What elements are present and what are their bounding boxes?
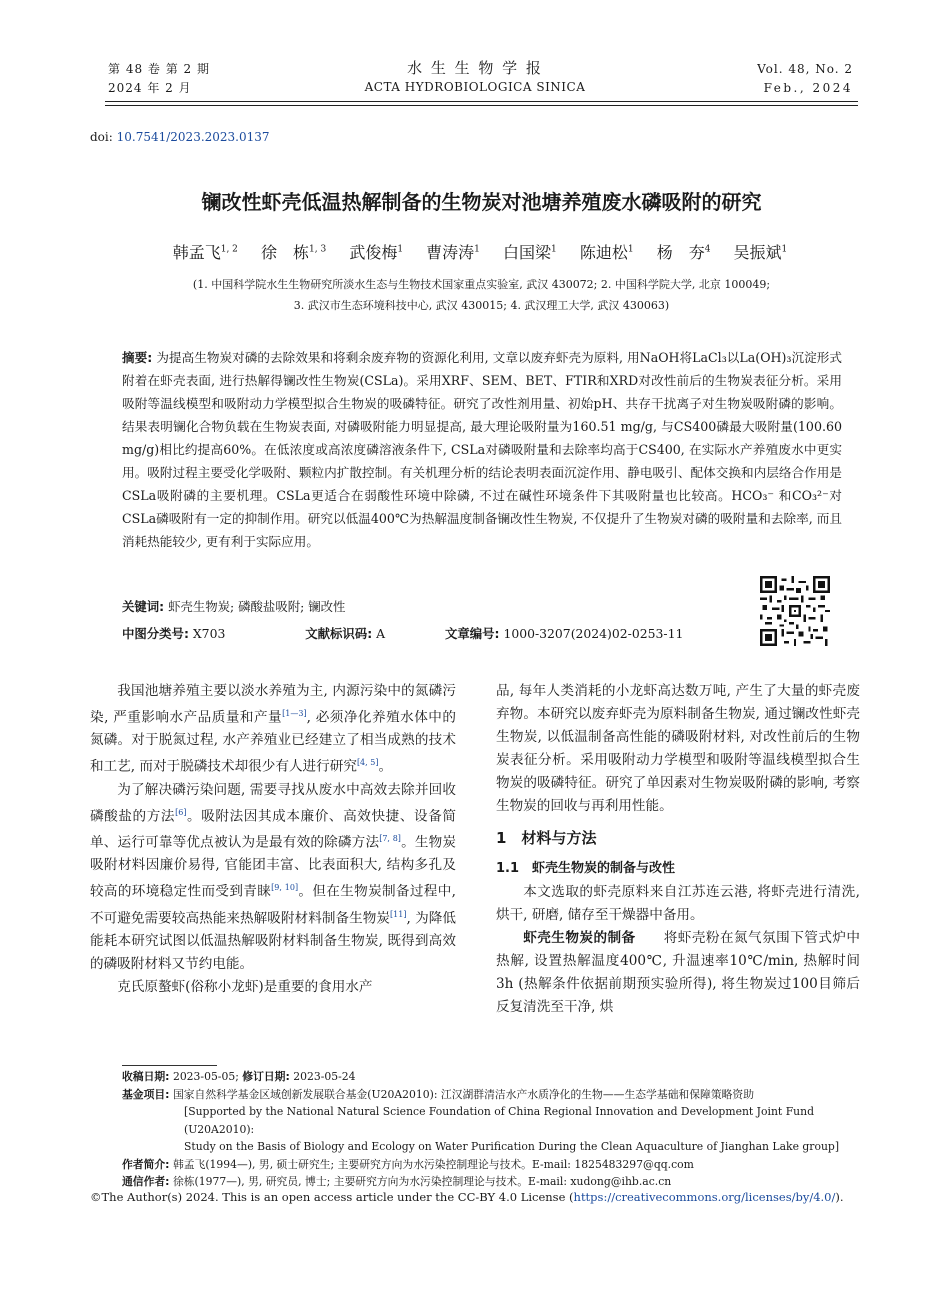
doc-code-value: A	[372, 626, 386, 641]
keywords	[122, 597, 345, 617]
footnotes	[122, 1068, 867, 1191]
header-date-cn: 2024 年 2 月	[108, 81, 192, 95]
article-number-label: 文章编号:	[444, 626, 500, 641]
header-date-en: Feb., 2024	[763, 81, 853, 95]
doi-link[interactable]: 10.7541/2023.2023.0137	[116, 130, 270, 144]
author: 白国梁$^1$	[503, 243, 557, 262]
doi	[90, 130, 270, 144]
keywords-value: 虾壳生物炭; 磷酸盐吸附; 镧改性	[164, 599, 346, 614]
footnote-fund-en: Study on the Basis of Biology and Ecology on Water Purification During the Clean Aquaculture of Jianghan Lake group]	[184, 1140, 840, 1153]
article-number-value: 1000-3207(2024)02-0253-11	[499, 626, 684, 641]
license: ©The Author(s) 2024. This is an open access article under the CC-BY 4.0 License (https://creativecommons.org/licenses/by/4.0/).	[90, 1190, 844, 1204]
author: 陈迪松$^1$	[579, 243, 634, 262]
section-heading: 1 材料与方法	[496, 829, 597, 848]
citation[interactable]: [7, 8]	[379, 834, 401, 844]
affiliations	[105, 274, 858, 316]
paragraph: 品, 每年人类消耗的小龙虾高达数万吨, 产生了大量的虾壳废弃物。本研究以废弃虾壳为原料制备生物炭, 通过镧改性虾壳生物炭, 以低温制备高性能的磷吸附材料, 对改性前后的生物炭表征分析。采用吸附动力学模型和吸附等温线模型拟合生物炭的吸磷特征。研究了单因素对生物炭吸附磷的影响, 考察生物炭的回收与再利用性能。	[496, 683, 860, 814]
license-link[interactable]: https://creativecommons.org/licenses/by/4.0/	[573, 1190, 836, 1204]
doc-code-label: 文献标识码:	[305, 626, 373, 641]
header-rule-thin	[105, 105, 858, 106]
author: 武俊梅$^1$	[349, 243, 404, 262]
body-right-column	[496, 680, 860, 1019]
citation[interactable]: [11]	[390, 909, 407, 919]
citation[interactable]: [1—3]	[282, 708, 307, 718]
clc-value: X703	[188, 626, 226, 641]
citation[interactable]: [4, 5]	[356, 758, 379, 768]
article-title: 镧改性虾壳低温热解制备的生物炭对池塘养殖废水磷吸附的研究	[201, 190, 762, 214]
header-rule	[105, 101, 858, 102]
paragraph: 为了解决磷污染问题, 需要寻找从废水中高效去除并回收磷酸盐的方法[6]。吸附法因其成本廉价、高效快捷、设备简单、运行可靠等优点被认为是最有效的除磷方法[7, 8]。生物炭吸附材料因廉价易得, 官能团丰富、比表面积大, 结构多孔及较高的环境稳定性而受到青睐[9, 10]。但在生物炭制备过程中, 不可避免需要较高热能来热解吸附材料制备生物炭[11], 为降低能耗本研究试图以低温热解吸附材料制备生物炭, 既得到高效的磷吸附材料又节约电能。	[90, 781, 457, 973]
citation[interactable]: [6]	[175, 807, 187, 817]
subsection-heading: 1.1 虾壳生物炭的制备与改性	[496, 861, 676, 877]
footnote-corresponding: 通信作者: 徐栋(1977—), 男, 研究员, 博士; 主要研究方向为水污染控制理论与技术。E-mail: xudong@ihb.ac.cn	[122, 1175, 672, 1188]
abstract-label: 摘要:	[122, 350, 153, 365]
body-left-column	[90, 680, 456, 999]
author: 曹涛涛$^1$	[426, 243, 480, 262]
journal-title-en: ACTA HYDROBIOLOGICA SINICA	[364, 80, 586, 94]
doi-label: doi:	[90, 130, 113, 144]
author: 杨 夯$^4$	[656, 243, 711, 262]
author: 韩孟飞$^{1, 2}$	[172, 243, 238, 262]
affiliation-line: 3. 武汉市生态环境科技中心, 武汉 430015; 4. 武汉理工大学, 武汉 430063)	[293, 299, 670, 312]
author-list	[60, 240, 900, 263]
clc-label: 中图分类号:	[122, 626, 189, 641]
author: 徐 栋$^{1, 3}$	[261, 243, 327, 262]
paragraph: 克氏原螯虾(俗称小龙虾)是重要的食用水产	[117, 979, 373, 996]
footnote-author: 作者简介: 韩孟飞(1994—), 男, 硕士研究生; 主要研究方向为水污染控制理论与技术。E-mail: 1825483297@qq.com	[122, 1157, 694, 1171]
abstract-text: 为提高生物炭对磷的去除效果和将剩余废弃物的资源化利用, 文章以废弃虾壳为原料, 用NaOH将LaCl₃以La(OH)₃沉淀形式附着在虾壳表面, 进行热解得镧改性生物炭(CSLa)。采用XRF、SEM、BET、FTIR和XRD对改性前后的生物炭表征分析。采用吸附等温线模型和吸附动力学模型拟合生物炭的吸磷特征。研究了改性剂用量、初始pH、共存干扰离子对生物炭吸附磷的影响。结果表明镧化合物负载在生物炭表面, 对磷吸附能力明显提高, 最大理论吸附量为160.51 mg/g, 与CS400磷最大吸附量(100.60 mg/g)相比约提高60%。在低浓度或高浓度磷溶液条件下, CSLa对磷吸附量和去除率均高于CS400, 在实际水产养殖废水中更实用。吸附过程主要受化学吸附、颗粒内扩散控制。有关机理分析的结论表明表面沉淀作用、静电吸引、配体交换和内层络合作用是CSLa吸附磷的主要机理。CSLa更适合在弱酸性环境中除磷, 不过在碱性环境条件下其吸附量也比较高。HCO₃⁻ 和CO₃²⁻对CSLa磷吸附有一定的抑制作用。研究以低温400℃为热解温度制备镧改性生物炭, 不仅提升了生物炭对磷的吸附量和去除率, 而且消耗热能较少, 更有利于实际应用。	[122, 350, 842, 549]
qr-code-icon[interactable]	[760, 576, 830, 646]
paragraph: 本文选取的虾壳原料来自江苏连云港, 将虾壳进行清洗, 烘干, 研磨, 储存至干燥器中备用。	[496, 884, 860, 924]
paragraph: 我国池塘养殖主要以淡水养殖为主, 内源污染中的氮磷污染, 严重影响水产品质量和产量[1—3], 必须净化养殖水体中的氮磷。对于脱氮过程, 水产养殖业已经建立了相当成熟的技术和工艺, 而对于脱磷技术却很少有人进行研究[4, 5]。	[90, 683, 456, 775]
abstract	[122, 346, 842, 553]
run-in-heading: 虾壳生物炭的制备	[523, 930, 636, 947]
keywords-label: 关键词:	[122, 599, 165, 614]
affiliation-line: (1. 中国科学院水生生物研究所淡水生态与生物技术国家重点实验室, 武汉 430072; 2. 中国科学院大学, 北京 100049;	[192, 278, 771, 291]
footnote-fund-en: [Supported by the National Natural Science Foundation of China Regional Innovation and Development Joint Fund (U20A2010):	[184, 1105, 814, 1136]
header-volume-cn: 第 48 卷 第 2 期	[108, 62, 210, 76]
citation[interactable]: [9, 10]	[271, 883, 299, 893]
footnote-rule	[122, 1065, 217, 1066]
journal-title-cn: 水 生 生 物 学 报	[407, 59, 543, 77]
classification-row	[122, 624, 683, 644]
author: 吴振斌$^1$	[733, 243, 788, 262]
footnote-received: 收稿日期: 2023-05-05; 修订日期: 2023-05-24	[122, 1070, 356, 1083]
paragraph: 虾壳生物炭的制备 将虾壳粉在氮气氛围下管式炉中热解, 设置热解温度400℃, 升温速率10℃/min, 热解时间3h (热解条件依据前期预实验所得), 将生物炭过100目筛后反复清洗至干净, 烘	[496, 930, 861, 1015]
footnote-fund: 基金项目: 国家自然科学基金区域创新发展联合基金(U20A2010): 江汉湖群清洁水产水质净化的生物——生态学基础和保障策略资助	[122, 1087, 755, 1101]
header-volume-en: Vol. 48, No. 2	[757, 62, 853, 76]
